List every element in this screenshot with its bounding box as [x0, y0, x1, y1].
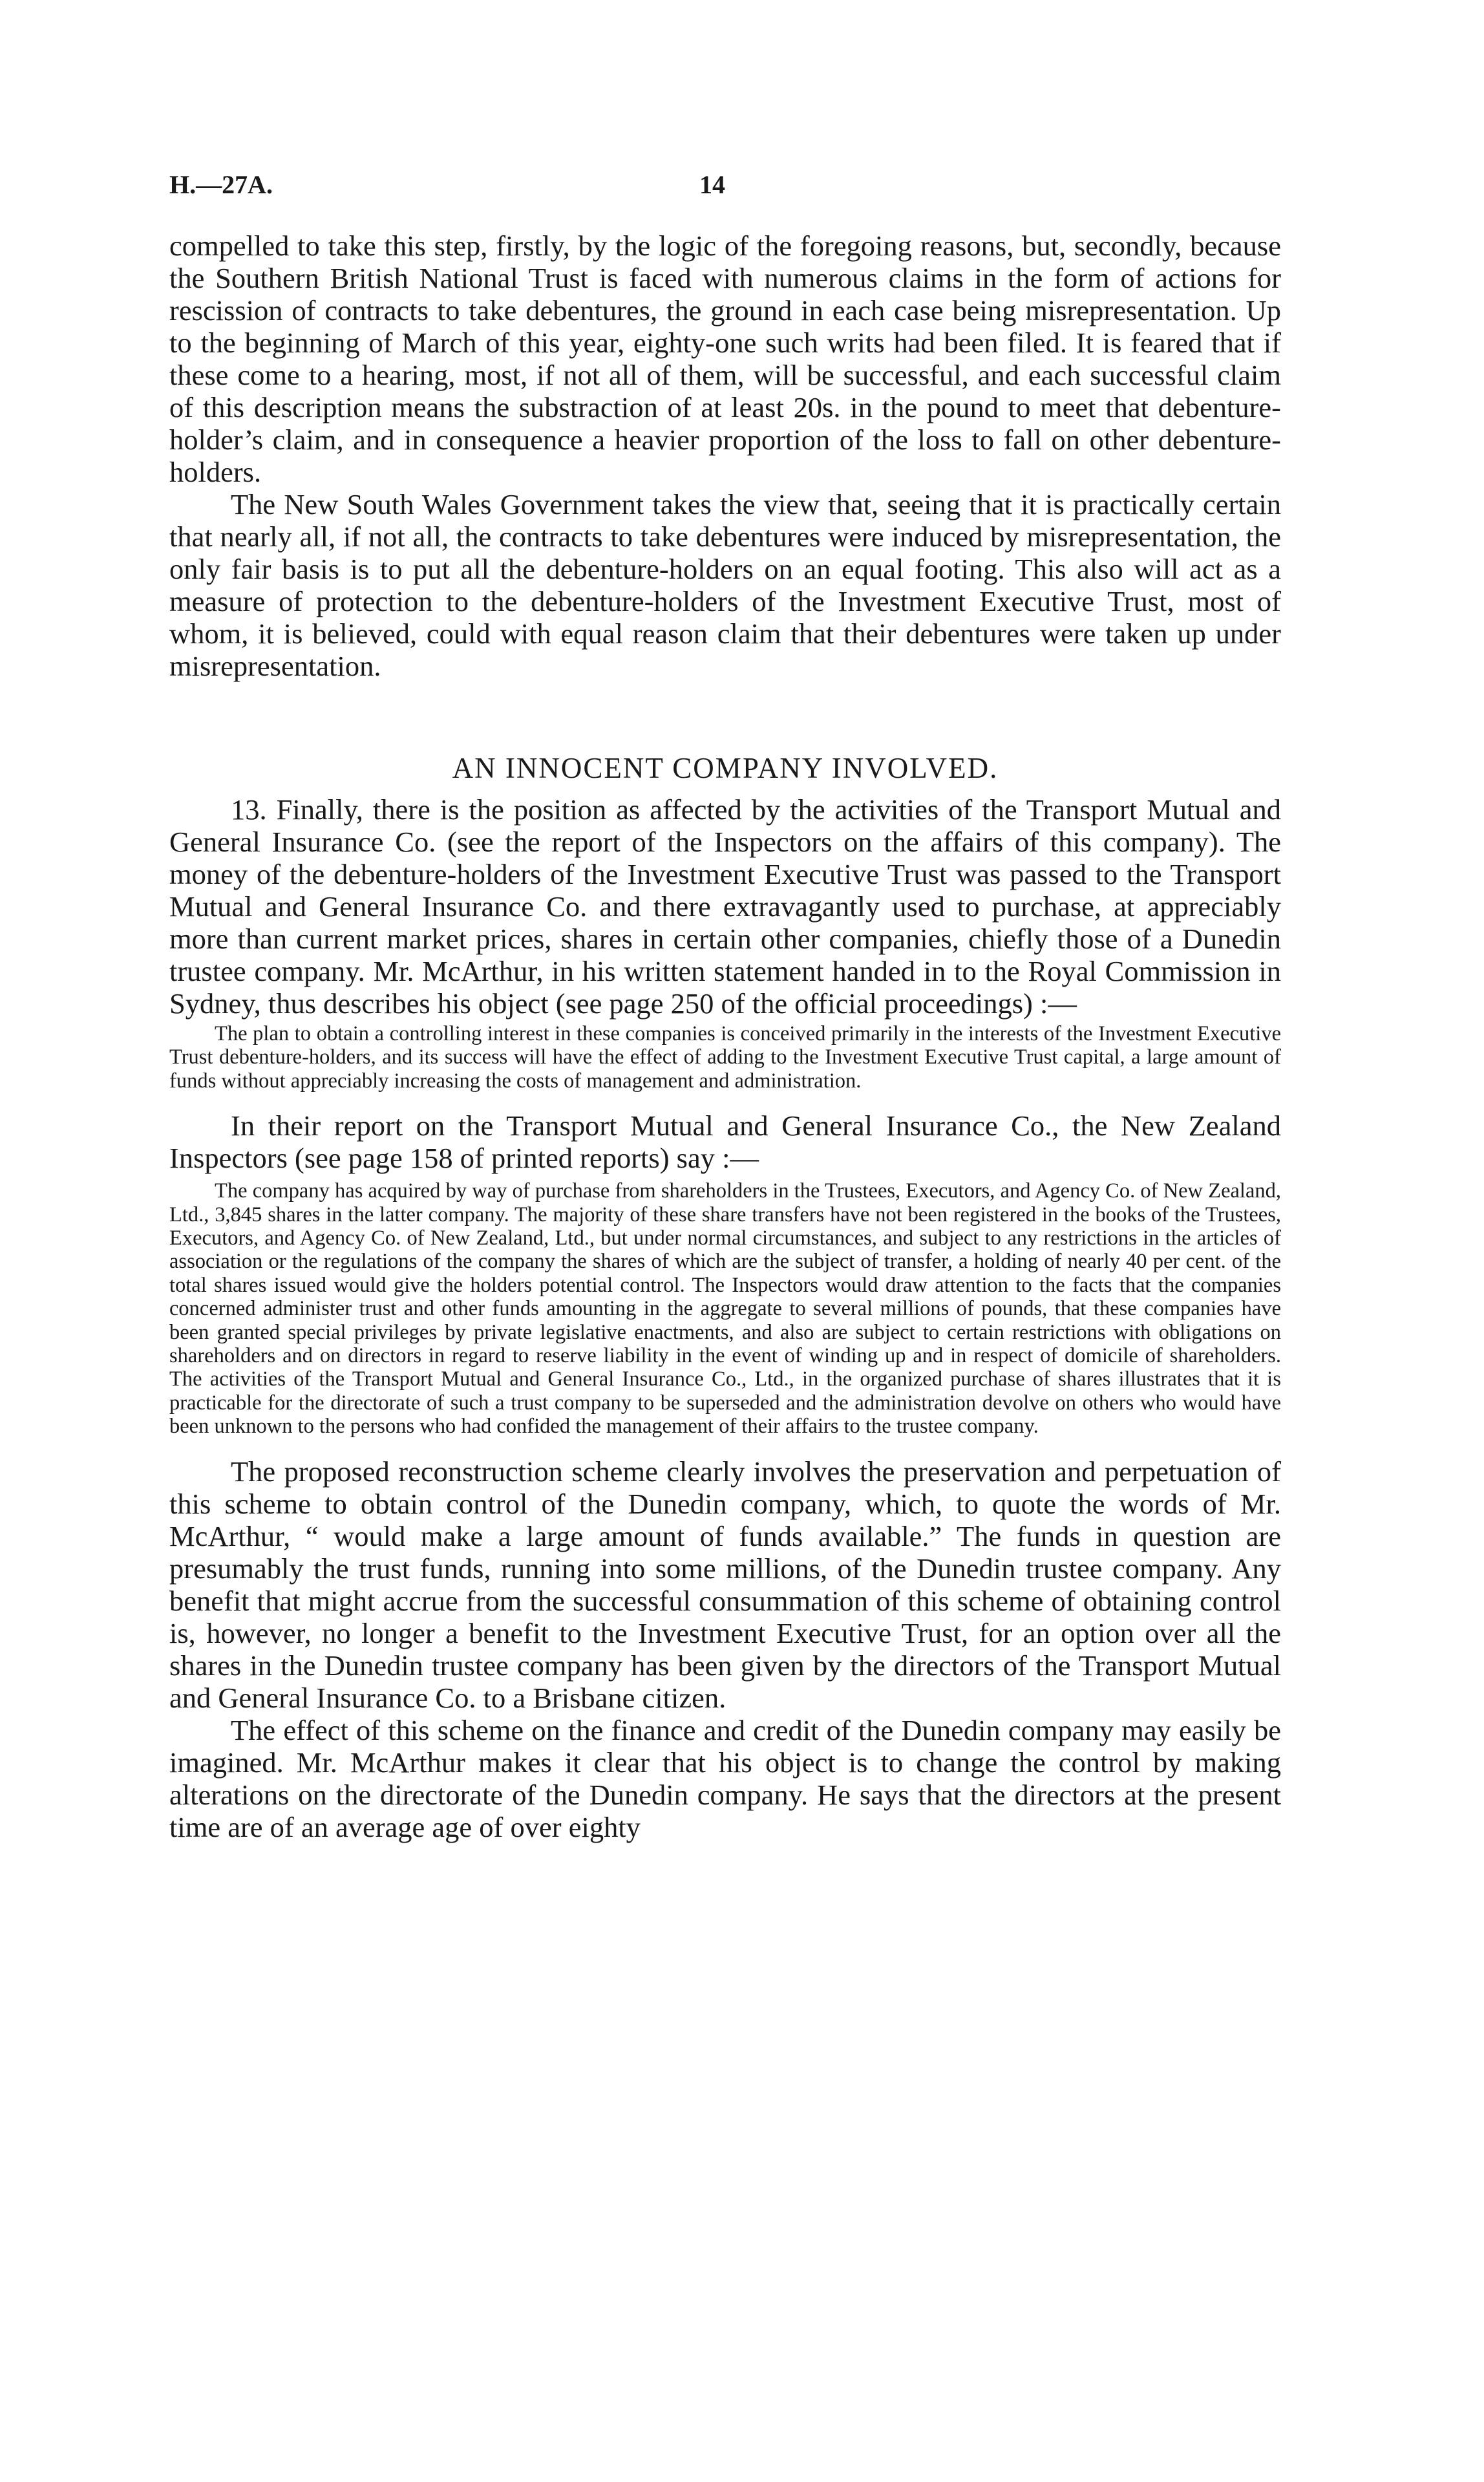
document-body: [169, 230, 1281, 1843]
section-heading: AN INNOCENT COMPANY INVOLVED.: [452, 752, 999, 784]
report-reference: H.—27A.: [169, 170, 273, 199]
paragraph-nsw-government-view: The New South Wales Government takes the view that, seeing that it is practically certain that nearly all, if not all, the contracts to take debentures were induced by misrepresentation, the only fair basis is to put all the debenture-holders on an equal footing. This also will act as a measure of protection to the debenture-holders of the Investment Executive Trust, most of whom, it is believed, could with equal reason claim that their debentures were taken up under misrepresentation.: [169, 488, 1281, 682]
page-header: [169, 169, 1281, 208]
paragraph-inspectors-report: In their report on the Transport Mutual and General Insurance Co., the New Zealand Inspectors (see page 158 of printed reports) say :—: [169, 1109, 1281, 1175]
block-quote-mcarthur: The plan to obtain a controlling interest in these companies is conceived primarily in the interests of the Investment Executive Trust debenture-holders, and its success will have the effect of adding to the Investment Executive Trust capital, a large amount of funds without appreciably increasing the costs of management and administration.: [169, 1022, 1281, 1093]
paragraph-reconstruction-scheme: The proposed reconstruction scheme clearly involves the preservation and perpetuation of this scheme to obtain control of the Dunedin company, which, to quote the words of Mr. McArthur, “ would make a large amount of funds available.” The funds in question are presumably the trust funds, running into some millions, of the Dunedin trustee company. Any benefit that might accrue from the successful consummation of this scheme of obtaining control is, however, no longer a benefit to the Investment Executive Trust, for an option over all the shares in the Dunedin trustee company has been given by the directors of the Transport Mutual and General Insurance Co. to a Brisbane citizen.: [169, 1455, 1281, 1714]
page-number: 14: [699, 170, 725, 199]
paragraph-dunedin-effect: The effect of this scheme on the finance and credit of the Dunedin company may easily be imagined. Mr. McArthur makes it clear that his object is to change the control by making alterations on the directorate of the Dunedin company. He says that the directors at the present time are of an average age of over eighty: [169, 1713, 1281, 1843]
block-quote-inspectors: The company has acquired by way of purchase from shareholders in the Trustees, Executors, and Agency Co. of New Zealand, Ltd., 3,845 shares in the latter company. The majority of these share transfers have not been registered in the books of the Trustees, Executors, and Agency Co. of New Zealand, Ltd., but under normal circumstances, and subject to any restrictions in the articles of association or the regulations of the company the shares of which are the subject of transfer, a holding of nearly 40 per cent. of the total shares issued would give the holders potential control. The Inspectors would draw attention to the facts that the companies concerned administer trust and other funds amounting in the aggregate to several millions of pounds, that these companies have been granted special privileges by private legislative enactments, and also are subject to certain restrictions with obligations on shareholders and on directors in regard to reserve liability in the event of winding up and in respect of domicile of shareholders. The activities of the Transport Mutual and General Insurance Co., Ltd., in the organized purchase of shares illustrates that it is practicable for the directorate of such a trust company to be superseded and the administration devolve on others who would have been unknown to the persons who had confided the management of their affairs to the trustee company.: [169, 1179, 1281, 1439]
paragraph-13: 13. Finally, there is the position as affected by the activities of the Transport Mutual and General Insurance Co. (see the report of the Inspectors on the affairs of this company). The money of the debenture-holders of the Investment Executive Trust was passed to the Transport Mutual and General Insurance Co. and there extravagantly used to purchase, at appreciably more than current market prices, shares in certain other companies, chiefly those of a Dunedin trustee company. Mr. McArthur, in his written statement handed in to the Royal Commission in Sydney, thus describes his object (see page 250 of the official proceedings) :—: [169, 793, 1281, 1020]
paragraph-continuation: compelled to take this step, firstly, by the logic of the foregoing reasons, but, secondly, because the Southern British National Trust is faced with numerous claims in the form of actions for rescission of contracts to take debentures, the ground in each case being misrepresentation. Up to the beginning of March of this year, eighty-one such writs had been filed. It is feared that if these come to a hearing, most, if not all of them, will be successful, and each successful claim of this description means the substraction of at least 20s. in the pound to meet that debenture-holder’s claim, and in consequence a heavier proportion of the loss to fall on other debenture-holders.: [169, 230, 1281, 488]
